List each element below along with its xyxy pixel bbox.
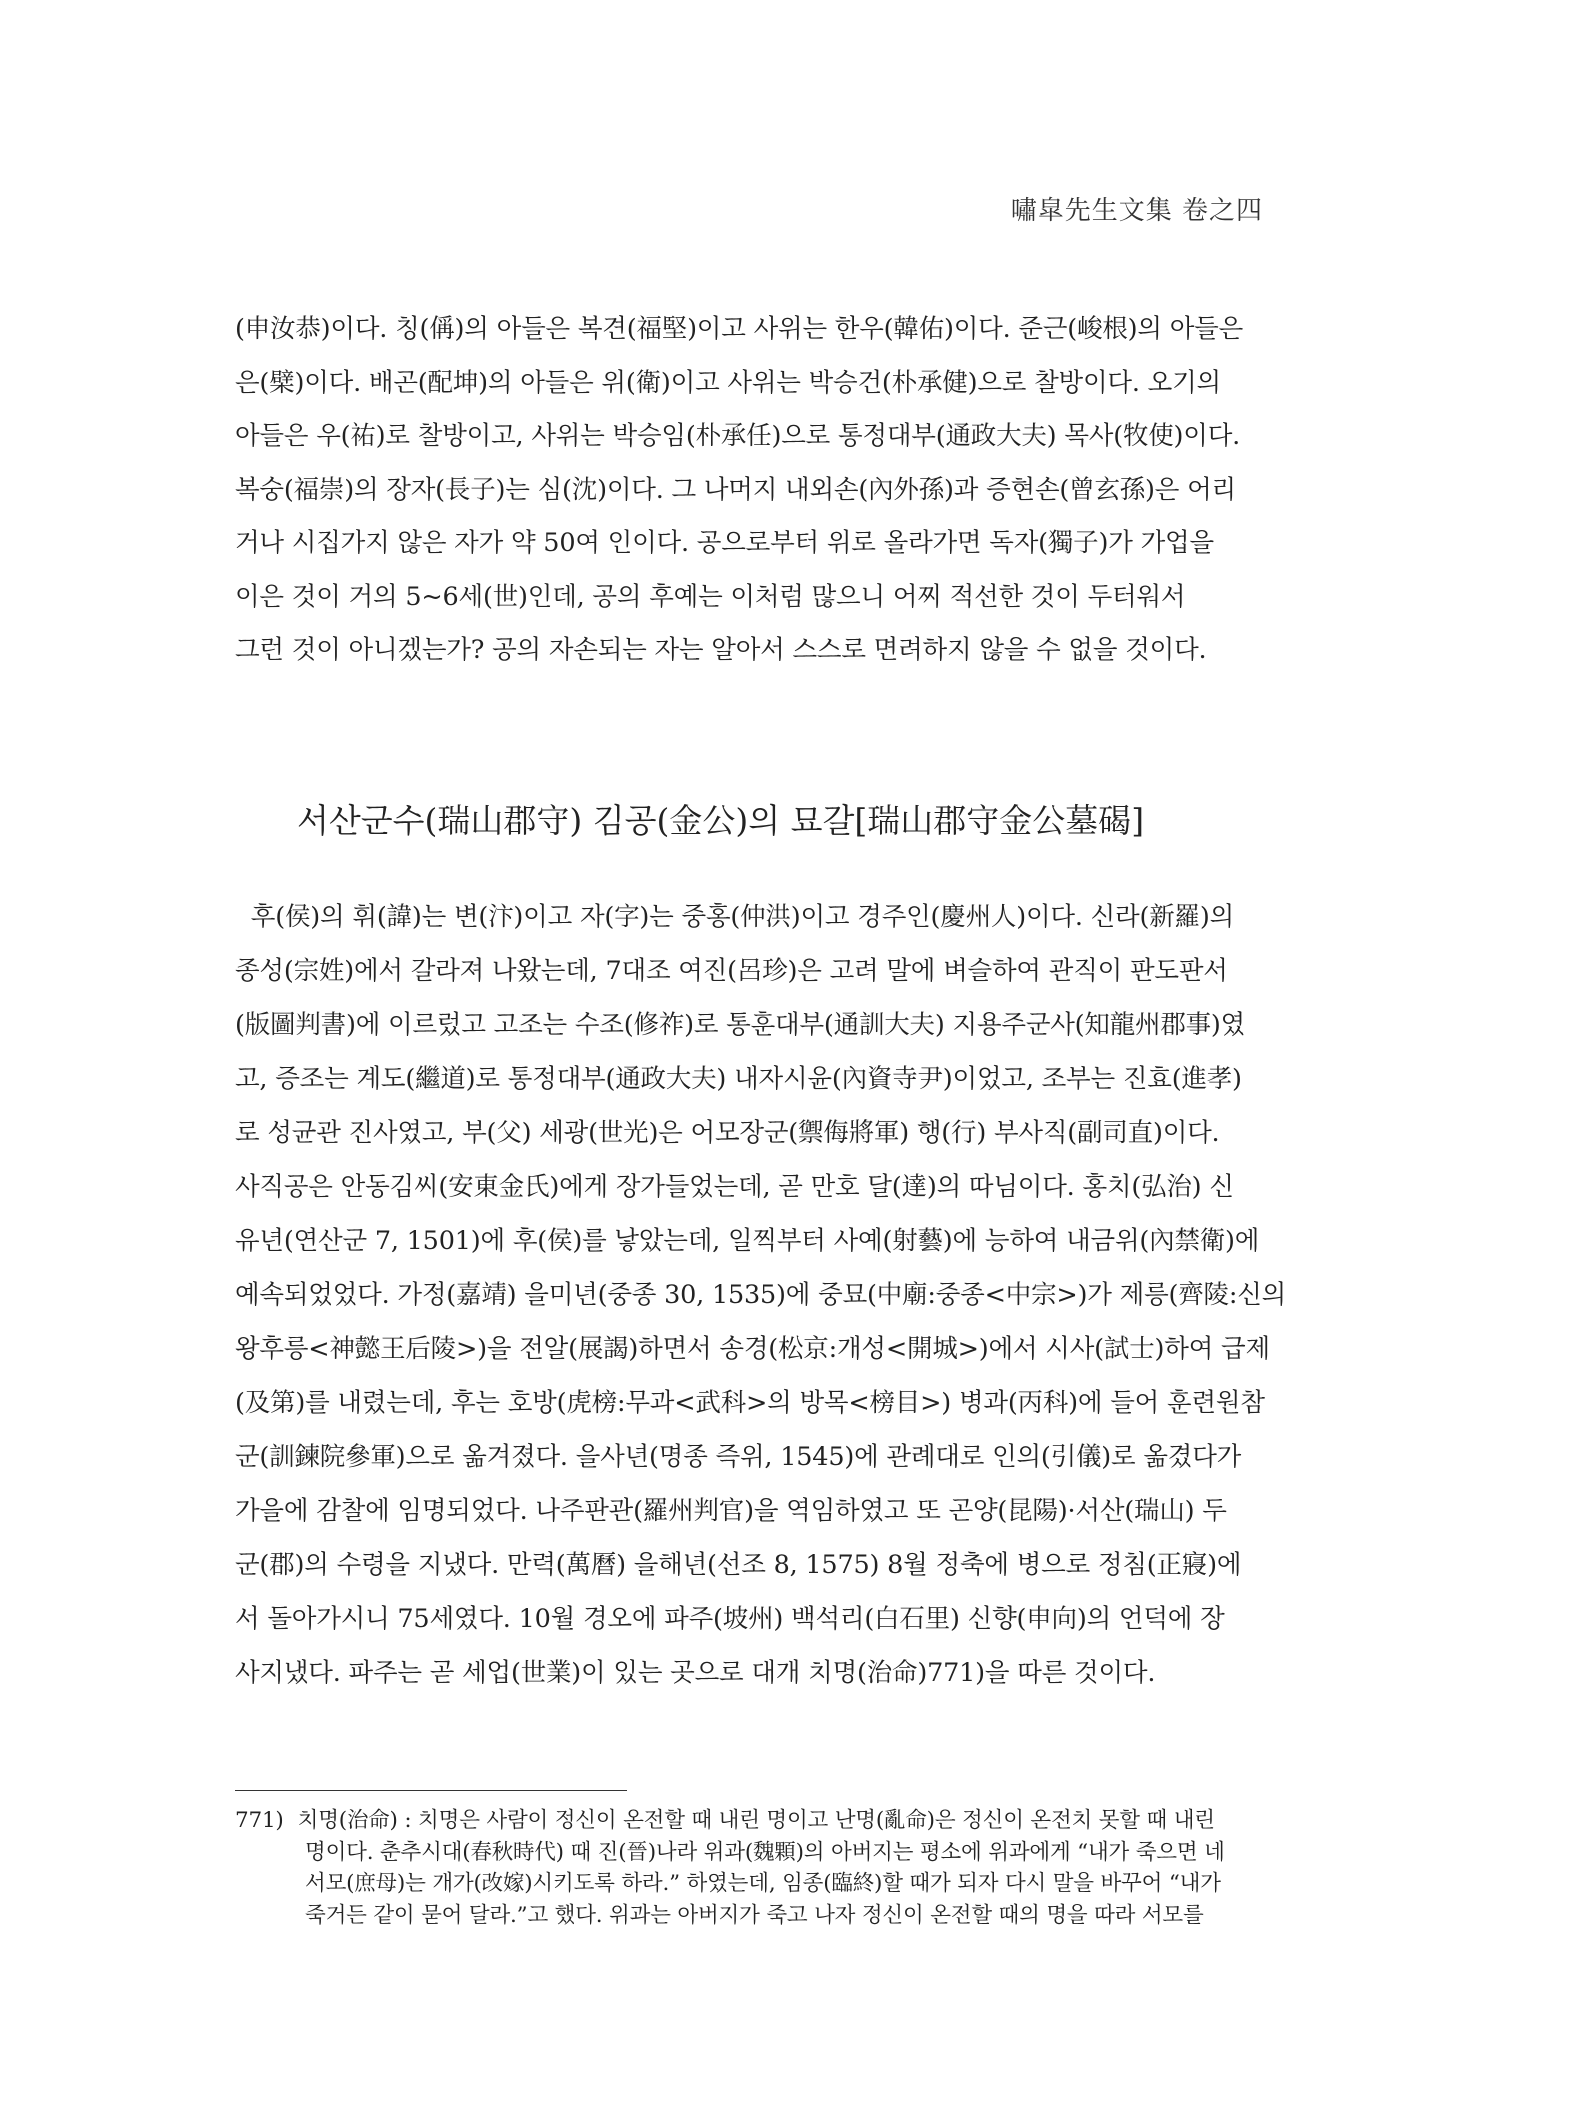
text-line: 서 돌아가시니 75세였다. 10월 경오에 파주(坡州) 백석리(白石里) 신향(申向)의 언덕에 장	[235, 1604, 1225, 1634]
footnote	[235, 1805, 1335, 1931]
text-line: 왕후릉<神懿王后陵>)을 전알(展謁)하면서 송경(松京:개성<開城>)에서 시사(試士)하여 급제	[235, 1334, 1270, 1364]
footnote-line: 명이다. 춘추시대(春秋時代) 때 진(晉)나라 위과(魏顆)의 아버지는 평소에 위과에게 “내가 죽으면 네	[305, 1839, 1225, 1865]
text-line: 그런 것이 아니겠는가? 공의 자손되는 자는 알아서 스스로 면려하지 않을 수 없을 것이다.	[235, 635, 1207, 665]
text-line: 은(檗)이다. 배곤(配坤)의 아들은 위(衛)이고 사위는 박승건(朴承健)으로 찰방이다. 오기의	[235, 367, 1221, 398]
running-header: 嘯皐先生文集 卷之四	[1010, 196, 1263, 226]
text-line: 복숭(福崇)의 장자(長子)는 심(沈)이다. 그 나머지 내외손(內外孫)과 증현손(曾玄孫)은 어리	[235, 474, 1236, 505]
text-line: 아들은 우(祐)로 찰방이고, 사위는 박승임(朴承任)으로 통정대부(通政大夫) 목사(牧使)이다.	[235, 421, 1241, 451]
text-line: 후(侯)의 휘(諱)는 변(汴)이고 자(字)는 중홍(仲洪)이고 경주인(慶州人)이다. 신라(新羅)의	[235, 902, 1235, 932]
text-line: 사지냈다. 파주는 곧 세업(世業)이 있는 곳으로 대개 치명(治命)771)을 따른 것이다.	[235, 1658, 1156, 1688]
text-line: 거나 시집가지 않은 자가 약 50여 인이다. 공으로부터 위로 올라가면 독자(獨子)가 가업을	[235, 528, 1214, 558]
text-line: 군(訓鍊院參軍)으로 옮겨졌다. 을사년(명종 즉위, 1545)에 관례대로 인의(引儀)로 옮겼다가	[235, 1442, 1242, 1472]
footnote-line: 서모(庶母)는 개가(改嫁)시키도록 하라.” 하였는데, 임종(臨終)할 때가 되자 다시 말을 바꾸어 “내가	[305, 1871, 1221, 1896]
footnote-number: 771)	[235, 1808, 284, 1833]
text-line: 사직공은 안동김씨(安東金氏)에게 장가들었는데, 곧 만호 달(達)의 따님이다. 홍치(弘治) 신	[235, 1172, 1234, 1202]
text-line: 군(郡)의 수령을 지냈다. 만력(萬曆) 을해년(선조 8, 1575) 8월 정축에 병으로 정침(正寢)에	[235, 1550, 1242, 1580]
text-line: 로 성균관 진사였고, 부(父) 세광(世光)은 어모장군(禦侮將軍) 행(行) 부사직(副司直)이다.	[235, 1118, 1220, 1148]
text-line: (申汝恭)이다. 칭(偁)의 아들은 복견(福堅)이고 사위는 한우(韓佑)이다. 준근(峻根)의 아들은	[235, 314, 1244, 344]
paragraph-continuation	[235, 303, 1335, 678]
text-line: 이은 것이 거의 5~6세(世)인데, 공의 후예는 이처럼 많으니 어찌 적선한 것이 두터워서	[235, 581, 1186, 612]
section-title: 서산군수(瑞山郡守) 김공(金公)의 묘갈[瑞山郡守金公墓碣]	[297, 801, 1145, 840]
footnote-text: 치명(治命) : 치명은 사람이 정신이 온전할 때 내린 명이고 난명(亂命)은 정신이 온전치 못할 때 내린	[297, 1808, 1215, 1833]
footnote-line: 죽거든 같이 묻어 달라.”고 했다. 위과는 아버지가 죽고 나자 정신이 온전할 때의 명을 따라 서모를	[305, 1902, 1204, 1928]
paragraph-epitaph	[235, 890, 1335, 1700]
text-line: 종성(宗姓)에서 갈라져 나왔는데, 7대조 여진(呂珍)은 고려 말에 벼슬하여 관직이 판도판서	[235, 956, 1228, 986]
text-line: 고, 증조는 계도(繼道)로 통정대부(通政大夫) 내자시윤(內資寺尹)이었고, 조부는 진효(進孝)	[235, 1064, 1242, 1094]
text-line: 유년(연산군 7, 1501)에 후(侯)를 낳았는데, 일찍부터 사예(射藝)에 능하여 내금위(內禁衛)에	[235, 1226, 1260, 1256]
footnote-line	[235, 1805, 1335, 1837]
text-line: 예속되었었다. 가정(嘉靖) 을미년(중종 30, 1535)에 중묘(中廟:중종<中宗>)가 제릉(齊陵:신의	[235, 1280, 1287, 1310]
text-line: (及第)를 내렸는데, 후는 호방(虎榜:무과<武科>의 방목<榜目>) 병과(丙科)에 들어 훈련원참	[235, 1388, 1265, 1418]
text-line: (版圖判書)에 이르렀고 고조는 수조(修祚)로 통훈대부(通訓大夫) 지용주군사(知龍州郡事)였	[235, 1010, 1246, 1040]
footnote-separator	[235, 1790, 627, 1791]
text-line: 가을에 감찰에 임명되었다. 나주판관(羅州判官)을 역임하였고 또 곤양(昆陽)·서산(瑞山) 두	[235, 1496, 1227, 1526]
